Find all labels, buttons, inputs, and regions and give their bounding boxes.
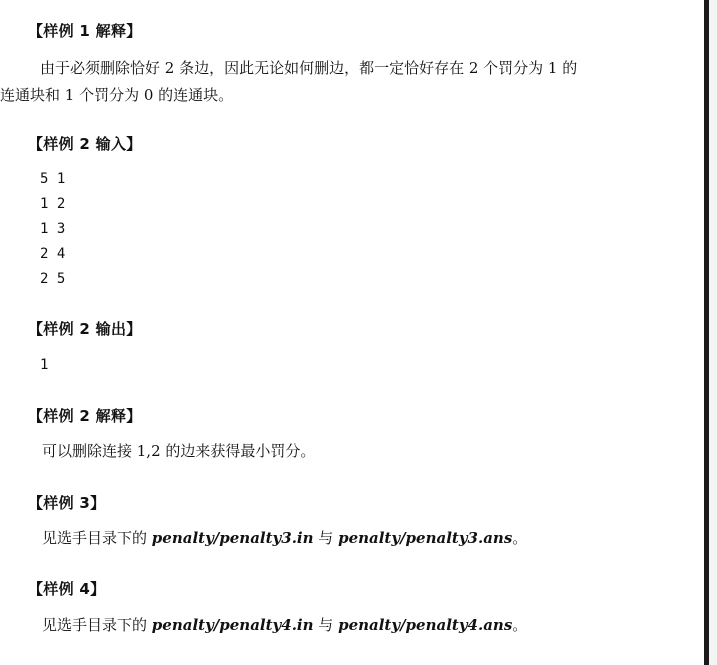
sample4-file-ans: penalty/penalty4.ans (338, 616, 513, 634)
code-line: 1 (40, 357, 49, 373)
sample4-suffix: 。 (512, 616, 528, 634)
sample4-mid: 与 (313, 616, 339, 634)
sample3-prefix: 见选手目录下的 (42, 529, 152, 547)
code-line: 2 4 (40, 246, 66, 262)
sample4-prefix: 见选手目录下的 (42, 616, 152, 634)
sample1-explain-line1 (0, 55, 660, 82)
sample3-heading: 【样例 3】 (28, 494, 106, 512)
code-line: 1 3 (40, 221, 66, 237)
sample3-mid: 与 (313, 529, 339, 547)
sample2-output-heading: 【样例 2 输出】 (28, 320, 142, 338)
sample3-text (42, 528, 527, 548)
sample2-explain-heading: 【样例 2 解释】 (28, 407, 142, 425)
sample3-suffix: 。 (512, 529, 528, 547)
sample1-explain-line1-text: 由于必须删除恰好 2 条边，因此无论如何删边，都一定恰好存在 2 个罚分为 1 的 (40, 59, 578, 77)
code-line: 5 1 (40, 171, 66, 187)
sample1-explain-paragraph (0, 55, 660, 109)
sample2-explain-text: 可以删除连接 1,2 的边来获得最小罚分。 (42, 442, 316, 460)
sample4-file-in: penalty/penalty4.in (151, 616, 314, 634)
code-line: 1 2 (40, 196, 66, 212)
page-margin (709, 0, 717, 665)
sample1-explain-line2: 连通块和 1 个罚分为 0 的连通块。 (0, 86, 234, 104)
sample2-output-code (40, 353, 48, 378)
sample4-heading: 【样例 4】 (28, 580, 106, 598)
sample3-file-in: penalty/penalty3.in (151, 529, 314, 547)
sample2-input-heading: 【样例 2 输入】 (28, 135, 142, 153)
sample1-explain-heading: 【样例 1 解释】 (28, 22, 142, 40)
sample4-text (42, 615, 527, 635)
sample2-input-code (40, 167, 65, 292)
sample3-file-ans: penalty/penalty3.ans (338, 529, 513, 547)
code-line: 2 5 (40, 271, 66, 287)
